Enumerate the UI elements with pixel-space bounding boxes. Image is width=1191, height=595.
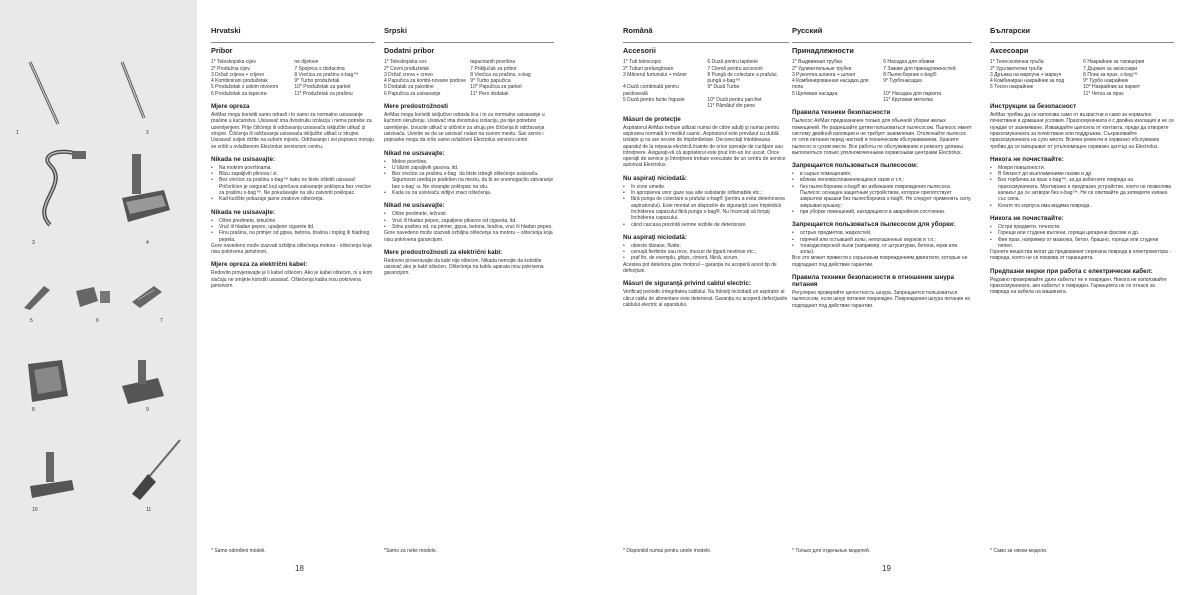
cable-text: Редовно проверявайте дали кабелът не е повреден. Никога не използвайте прахосмукачката, ако кабелът е повреден. Гаранцията не се отнася за повреда на кабела на машината. bbox=[990, 276, 1167, 296]
section-title: Dodatni pribor bbox=[384, 46, 435, 55]
cable-heading: Mjere opreza za električni kabel: bbox=[211, 261, 308, 269]
footnote: * Только для отдельных моделей. bbox=[792, 548, 871, 554]
section-title: Аксесоари bbox=[990, 46, 1029, 55]
safety-heading: Mjere opreza bbox=[211, 103, 250, 111]
page-number: 19 bbox=[882, 564, 891, 573]
upholstery-nozzle-figure bbox=[74, 285, 114, 310]
page-number: 18 bbox=[295, 564, 304, 573]
language-heading: Български bbox=[990, 26, 1031, 35]
never-list: • obiecte tăioase, fluide; • cenuşă fierbinte sau rece, mucuri de ţigară nestinse etc.; • praf fin, de exemplu, ghips, ciment, făină, scrum. bbox=[623, 243, 789, 262]
parts-list: 1* Телескопична тръба 6 Накрайник за тапицерия 2* Удължителни тръби 7 Държач за аксесоари 3 Дръжка на маркуча + маркуч 8 Плик за прах, s-bag™ 4 Комбиниран накрайник за под 9* Турбо накрайник 5 Тесен накрайник 10* Накрайник за паркет 11* Четка за прах bbox=[990, 59, 1145, 97]
cable-heading: Правила техники безопасности в отношении шнура питания bbox=[792, 274, 955, 289]
turbo-nozzle-figure bbox=[118, 356, 168, 406]
parts-list: 1* Выдвижная трубка 6 Насадка для обивки 2* Удлинительные трубки 7 Зажим для принадлежностей 3 Рукоятка шланга + шланг 8 Пылесборник s-bag® 4 Комбинированная насадка для пола 9* Турбонасадка 5 Щелевая насадка 10* Насадка для паркета 11* Круговая метелка bbox=[792, 59, 956, 104]
never-heading: Запрещается пользоваться пылесосом: bbox=[792, 162, 918, 170]
language-heading: Русский bbox=[792, 26, 823, 35]
safety-heading: Măsuri de protecţie bbox=[623, 115, 681, 123]
warranty-text: Все это может привести к серьезным повреждениям двигателя, которые не подпадают под действие гарантии. bbox=[792, 255, 968, 268]
safety-text: AirMax mogu koristiti samo odrasli i to samo za normalno usisavanje prašine u kućanstvu. Usisavač ima dvostruku izolaciju i nema potrebe za uzemljenjem. Prije čišćenja ili održavanja usisavača isključite utikač iz strujne. Čišćenja ili održavanja usisavača isključite utikač iz strujne. Usisavač uvijek držite na suhom mjestu. Održavanje i svi popravci moraju se vršiti u ovlaštenom Electrolux servisnom centru. bbox=[211, 112, 374, 150]
never-heading: Никога не почиствайте: bbox=[990, 155, 1064, 163]
warranty-text: Горните вещества могат да предизвикат сериозна повреда в електромотора - повреда, която не се покрива от гаранцията. bbox=[990, 249, 1171, 262]
never-heading: Nikada ne usisavajte: bbox=[211, 155, 276, 163]
never-heading: Запрещается пользоваться пылесосом для уборки: bbox=[792, 221, 956, 229]
floor-nozzle-figure bbox=[118, 150, 173, 230]
column-croatian bbox=[211, 0, 375, 573]
never-list: • Na mokrim površinama. • Blizu zapaljivih plinova i sl. • Bez vrećice za prašinu s-bag™ kako ne biste oštetili usisavač Pričvršćen je osigurač koji sprečava zatvaranje poklopca bez vrećice za prašinu s-bag™. Ne pokušavajte na silu zatvoriti poklopac. • Kad kućište pokazuje jasne znakove oštećenja. bbox=[211, 165, 375, 203]
parts-list: 1* Tub telescopic 6 Duză pentru tapiterie 2* Tuburi prelungitoare 7 Clemă pentru accesorii 3 Mânerul furtunului + mâner 8 Pungă de colectare a prafului, pungă s-bag™ 4 Duză combinată pentru pardoseală 9* Duză Turbo 5 Duză pentru fante înguste 10* Duză pentru parchet 11* Pămătuf din pene bbox=[623, 59, 778, 110]
never-list: • Oštre predmete, tečnost. • Vruć ili hladan pepeo, zapaljene pikavce od cigareta, itd. • Sitnu prašinu od, na primer, gipsa, betona, brašna, vruć ili hladan pepeo. bbox=[384, 211, 554, 230]
figure-label: 5 bbox=[30, 318, 33, 324]
figure-label: 6 bbox=[96, 318, 99, 324]
never-list: • Oštre predmete, tekućine. • Vruć ili hladan pepeo, upaljene cigarete itd. • Finu prašinu, na primjer od gipsa, betona, brašna i toplog ili hladnog pepela. bbox=[211, 218, 375, 243]
figure-label: 9 bbox=[146, 407, 149, 413]
telescopic-tube-figure bbox=[28, 58, 62, 128]
column-bulgarian bbox=[990, 0, 1174, 560]
section-title: Принадлежности bbox=[792, 46, 854, 55]
safety-heading: Mere predostrožnosti bbox=[384, 103, 449, 111]
never-list: • Mokre površine. • U blizini zapaljivih gasova, itd. • Bez vrećice za prašinu s-bag´ da biste izbegli oštećenje usisivača. Sigurnosni uređaj je podešen na mestu, da bi se onemogućilo zatvaranje bez s-bag´-a. Ne otvarajte poklopac na silu. • Kada su na usisivaču vidljivi znaci oštećenja. bbox=[384, 159, 554, 197]
never-heading: Nikad ne usisavajte: bbox=[384, 202, 445, 210]
crevice-nozzle-figure bbox=[22, 282, 52, 312]
footnote: * Disponibil numai pentru unele modele. bbox=[623, 548, 712, 554]
hose-figure bbox=[20, 145, 90, 230]
warranty-text: Acestea pot deteriora grav motorul – garanţia nu acoperă acest tip de defecţiuni. bbox=[623, 261, 777, 275]
never-heading: Nu aspiraţi niciodată: bbox=[623, 233, 688, 241]
safety-heading: Правила техники безопасности bbox=[792, 109, 891, 117]
language-heading: Hrvatski bbox=[211, 26, 241, 35]
cable-heading: Mere predostrožnosti za električni kabl: bbox=[384, 248, 503, 256]
figure-label: 4 bbox=[146, 240, 149, 246]
cable-text: Регулярно проверяйте целостность шнура. Запрещается пользоваться пылесосом, если шнур питания поврежден. Повреждения шнура питания не подпадают под действие гарантии. bbox=[792, 290, 971, 309]
parts-list: 1* Teleskopska cev tapaciranih površina 2* Cevni produžetak 7 Priključak za pribor 3 Držač creva + crevo 8 Vrećica za prašinu, s-bag 4 Papučica za kombi-novane podove 9* Turbo papučica 5 Dodatak za pukotine 10* Papučica za parket 6 Papučica za usisavanje 11* Pero dodatak bbox=[384, 59, 531, 97]
safety-text: Aspiratorul AirMax trebuie utilizat numai de către adulţi şi numai pentru aspirarea normală în mediul casnic. Aspiratorul este prevăzut cu dublă izolaţie şi nu are nevoie de împământare. Deconectaţi întotdeauna aparatul de la reţeaua electrică înainte de orice operaţie de curăţare sau întreţinere. Asiguraţi-vă că aspiratorul este ţinut într-un loc uscat. Orice operaţii de service şi întreţinere trebuie executate de un centru de service autorizat Electrolux. bbox=[623, 124, 786, 169]
never-heading: Nikada ne usisavajte: bbox=[211, 208, 276, 216]
column-serbian bbox=[384, 0, 554, 560]
column-romanian bbox=[623, 0, 789, 560]
warranty-text: Gore navedeno može izazvati ozbiljna oštećenja motora - oštećenja koja nisu pokrivena jamstvom. bbox=[211, 242, 372, 256]
cable-heading: Măsuri de siguranţă privind cablul electric: bbox=[623, 280, 752, 288]
parts-list: 1* Teleskopska cijev ne dijelove 2* Produžna cijev 7 Spojnica s dodacima 3 Držač crijeva + crijevo 8 Vrećica za prašinu s-bag™ 4 Kombinirani produžetak 9* Turbo produžetak 5 Produžetak s uskim otvorom 10* Produžetak za parket 6 Produžetak za tapecira- 11* Produžetak za prašinu bbox=[211, 59, 359, 97]
figure-label: 1 bbox=[16, 130, 19, 136]
safety-text: AirMax mogu koristiti isključivo odrasla lica i to za normalno usisavanje u kućnom okruženju. Usisivač ima dvostruku izolaciju, pa nije potrebno uzemljenje. Izvucite utikač iz utičnice za struju pre čišćenja ili održavanja usisivača. Uverite se da se usisivač nalazi na suvom mestu. Sav servis i popravke mogu da vrše samo ovlašćeni Electrolux servisni centri. bbox=[384, 112, 545, 144]
figure-label: 2 bbox=[146, 130, 149, 136]
column-russian bbox=[792, 0, 972, 573]
language-heading: Română bbox=[623, 26, 653, 35]
safety-heading: Инструкции за безопасност bbox=[990, 103, 1077, 111]
never-list: • Мокри повърхности. • В близост до възпламеними газове и др. • Без торбичка за прах s-bag™, за да избегнете повреда на прахосмукачката. Монтирано е предпазно устройство, което не позволява капакът да се затвори без s-bag™. Не се опитвайте да затваряте капака със сила. • Когато по корпуса има видима повреда. bbox=[990, 165, 1174, 209]
language-heading: Srpski bbox=[384, 26, 407, 35]
never-heading: Никога не почиствайте: bbox=[990, 214, 1064, 222]
safety-text: AirMax трябва да се използва само от възрастни и само за нормално почистване в домашни условия. Прахосмукачката е с двойна изолация и не се нуждае от заземяване. Изваждайте щепсела от контакта, преди да отворите прахосмукачката за почистване или поддръжка. Съхранявайте прахосмукачката на сухо място. Всички ремонти и сервизно обслужване трябва да се извършват от упълномощен сервизен център на Electrolux. bbox=[990, 112, 1174, 150]
cable-text: Redovno proveravajte da kabl nije oštećen. Nikada nemojte da koristite usisivač ako je kabl oštećen. Oštećenja na kablu aparata nisu pokrivena garancijom. bbox=[384, 257, 544, 277]
figure-label: 3 bbox=[32, 240, 35, 246]
cable-text: Verificaţi periodic integritatea cablului. Nu folosiţi niciodată un aspirator al cărui cablu de alimentare este deteriorat. Garanţia nu acoperă defecţiunile cablului electric al aparatului. bbox=[623, 289, 788, 308]
extension-tube-figure bbox=[118, 56, 148, 126]
safety-text: Пылесос AirMax предназначен только для обычной уборки жилых помещений. Не разрешайте детям пользоваться пылесосом. Пылесос имеет систему двойной изоляции и не требует заземления. Отключайте пылесос от сети питания перед чисткой и техническим обслуживанием. Храните пылесос в сухом месте. Все работы по обслуживанию и ремонту должны выполняться только уполномоченными сервисными центрами Electrolux. bbox=[792, 118, 972, 156]
never-list: • Остри предмети, течности. • Горещи или студени въглени, горящи цигарени фасове и др. • Фин прах, например от мазилка, бетон, брашно, горещи или студени пепел. bbox=[990, 224, 1174, 249]
section-title: Pribor bbox=[211, 46, 233, 55]
never-list: • в сырых помещениях; • вблизи легковоспламеняющихся газов и т.п.; • без пылесборника s-bag® во избежание повреждения пылесоса. Пылесос оснащен защитным устройством, которое препятствует закрытию крышки без пылесборника s-bag®. Не следует применять силу, закрывая крышку; • при уборке помещений, находящихся в аварийном состоянии. bbox=[792, 171, 972, 215]
never-heading: Nu aspiraţi niciodată: bbox=[623, 174, 688, 182]
section-title: Accesorii bbox=[623, 46, 656, 55]
footnote: * Само за някои модели. bbox=[990, 548, 1048, 554]
dust-brush-figure bbox=[124, 438, 184, 503]
accessory-clip-figure bbox=[128, 282, 168, 310]
figure-label: 7 bbox=[160, 318, 163, 324]
dust-bag-figure bbox=[22, 356, 72, 406]
never-list: • острых предметов, жидкостей; • горячей или остывшей золы, непогашенных окурков и т.п.; • тонкодисперсной пыли (например, от штукатурки, бетона, муки или золы). bbox=[792, 230, 972, 255]
footnote: *Samo za neke modele. bbox=[384, 548, 438, 554]
footnote: * Samo određeni modeli. bbox=[211, 548, 266, 554]
figure-label: 8 bbox=[32, 407, 35, 413]
figure-label: 11 bbox=[146, 507, 152, 513]
warranty-text: Gore navedeno može izazvati ozbiljna oštećenja na motoru – oštećenja koja nisu pokrivena garancijom. bbox=[384, 230, 553, 243]
illustration-sidebar bbox=[0, 0, 197, 595]
never-list: • în zone umede. • în apropierea unor gaze sau alte substanţe inflamabile etc.; • fără punga de colectare a prafului s-bag® (pentru a evita deteriorarea aspiratorului). Este montat un dispozitiv de siguranţă care împiedică închiderea capacului fără punga s-bag®. Nu încercaţi să forţaţi închiderea capacului. • când carcasa prezintă semne vizibile de deteriorare. bbox=[623, 184, 789, 228]
cable-heading: Предпазни мерки при работа с електрически кабел: bbox=[990, 267, 1153, 275]
never-heading: Nikad ne usisavajte: bbox=[384, 149, 445, 157]
parquet-nozzle-figure bbox=[28, 450, 78, 505]
figure-label: 10 bbox=[32, 507, 38, 513]
cable-text: Redovito provjeravajte je li kabel oštećen. Ako je kabel oštećen, ni u kom slučaju ne smijete koristiti usisavač. Oštećenja kabla nisu pokrivena jamstvom. bbox=[211, 270, 373, 290]
